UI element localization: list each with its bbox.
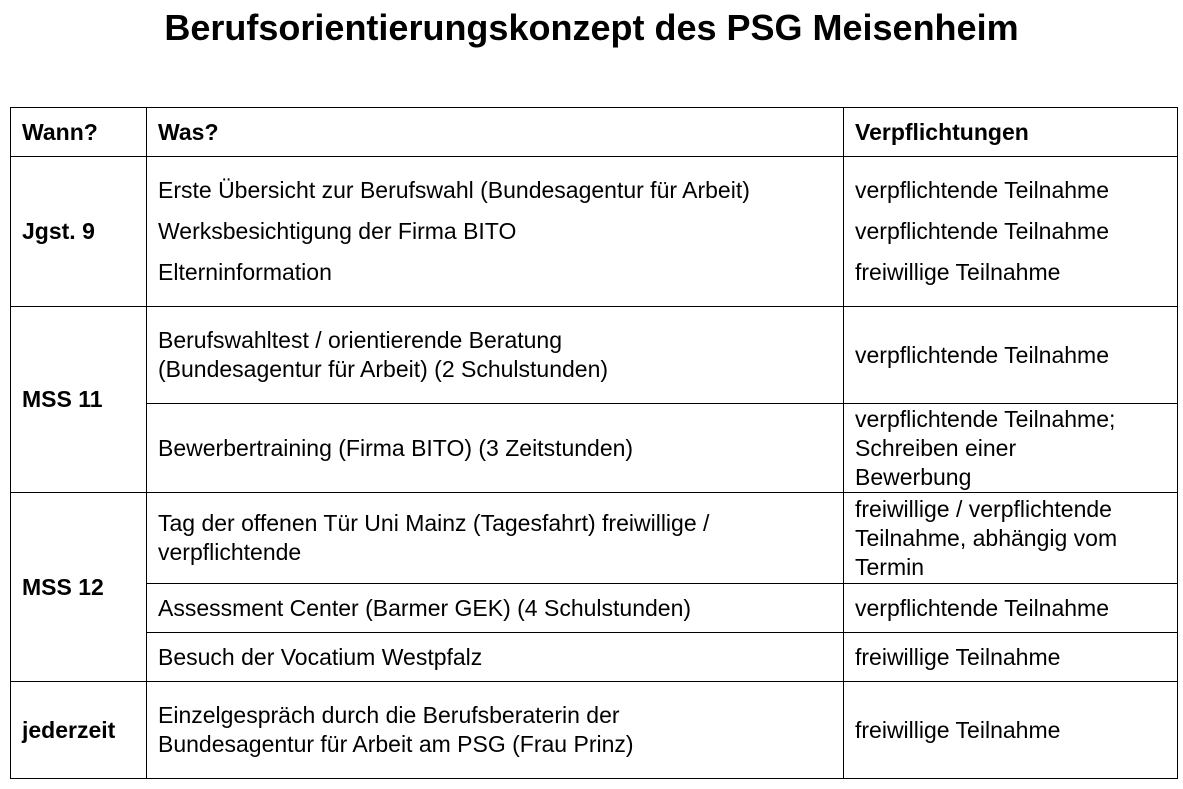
was-cell [147,493,844,584]
table-header-row [11,108,1178,157]
verpflichtung-line: Schreiben einer [855,434,1017,461]
verpflichtung-line: verpflichtende Teilnahme [855,594,1110,621]
verpflichtungen-cell [844,307,1178,404]
table-row [11,157,1178,307]
verpflichtungen-cell [844,584,1178,633]
was-cell [147,633,844,682]
verpflichtungen-cell [844,157,1178,307]
verpflichtung-line: freiwillige Teilnahme [855,259,1061,285]
wann-cell: jederzeit [11,682,147,779]
table-row [11,493,1178,584]
was-cell [147,307,844,404]
verpflichtung-line: verpflichtende Teilnahme [855,218,1110,244]
was-line: Bundesagentur für Arbeit am PSG (Frau Prinz) [158,731,634,757]
was-line: Einzelgespräch durch die Berufsberaterin der [158,702,620,728]
verpflichtung-line: Teilnahme, abhängig vom [855,524,1118,551]
verpflichtungen-cell [844,633,1178,682]
was-line: verpflichtende [158,539,302,565]
table-row [11,404,1178,493]
was-cell [147,404,844,493]
verpflichtung-line: Bewerbung [855,463,972,490]
header-wann: Wann? [11,108,147,157]
verpflichtung-line: freiwillige Teilnahme [855,716,1061,743]
was-line: Elterninformation [158,259,332,285]
header-verpflichtungen: Verpflichtungen [844,108,1178,157]
verpflichtung-line: verpflichtende Teilnahme; [855,405,1116,432]
table-row [11,584,1178,633]
was-cell [147,682,844,779]
wann-cell: MSS 11 [11,307,147,493]
verpflichtung-line: freiwillige / verpflichtende [855,495,1112,522]
was-cell [147,157,844,307]
was-line: Assessment Center (Barmer GEK) (4 Schulstunden) [158,594,692,621]
wann-cell: MSS 12 [11,493,147,682]
verpflichtung-line: freiwillige Teilnahme [855,643,1061,670]
was-line: Besuch der Vocatium Westpfalz [158,643,483,670]
was-line: Berufswahltest / orientierende Beratung [158,327,563,353]
verpflichtung-line: verpflichtende Teilnahme [855,341,1110,368]
table-row [11,682,1178,779]
page-title: Berufsorientierungskonzept des PSG Meisenheim [164,7,1019,48]
was-line: Bewerbertraining (Firma BITO) (3 Zeitstunden) [158,434,634,461]
verpflichtungen-cell [844,493,1178,584]
verpflichtungen-cell [844,404,1178,493]
was-line: Werksbesichtigung der Firma BITO [158,218,517,244]
was-cell [147,584,844,633]
header-was: Was? [147,108,844,157]
table-row [11,307,1178,404]
was-line: Tag der offenen Tür Uni Mainz (Tagesfahrt) freiwillige / [158,510,710,536]
was-line: (Bundesagentur für Arbeit) (2 Schulstunden) [158,356,609,382]
was-line: Erste Übersicht zur Berufswahl (Bundesagentur für Arbeit) [158,177,750,203]
verpflichtungen-cell [844,682,1178,779]
verpflichtung-line: Termin [855,553,925,580]
wann-cell: Jgst. 9 [11,157,147,307]
concept-table [10,107,1178,779]
table-row [11,633,1178,682]
verpflichtung-line: verpflichtende Teilnahme [855,177,1110,203]
